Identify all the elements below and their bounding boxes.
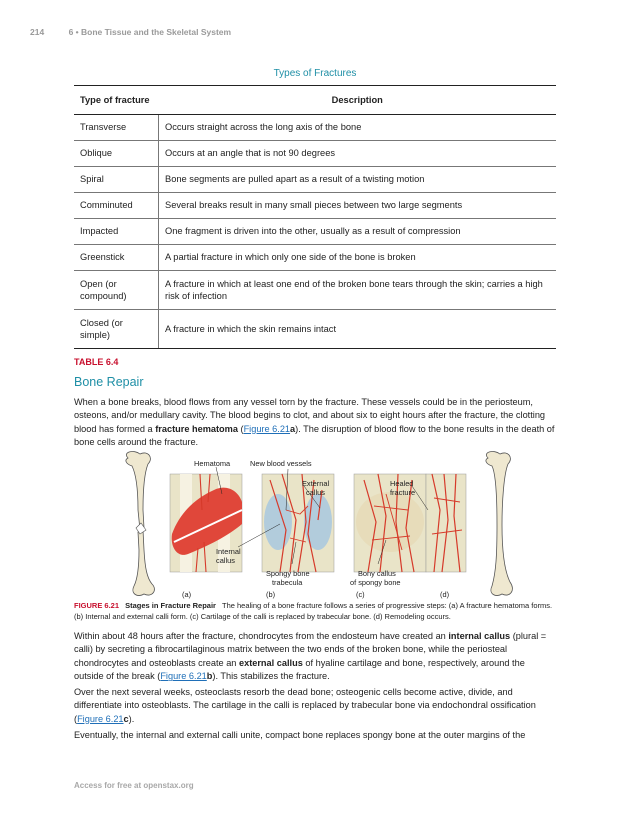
figure-caption-label: FIGURE 6.21 <box>74 601 120 610</box>
table-label: TABLE 6.4 <box>74 357 119 367</box>
fracture-description-cell: A fracture in which the skin remains intact <box>159 310 557 349</box>
text-run: When a bone breaks, blood flows from any vessel torn by the fracture. These vessels could be in the periosteum, osteons, and/or medullary cavity. The blood begins to clot, and about six to eight hours after the fracture, the clotting blood has formed a <box>74 397 546 434</box>
figure-link[interactable]: Figure 6.21 <box>160 671 207 682</box>
fracture-description-cell: Occurs straight across the long axis of the bone <box>159 115 557 141</box>
label-internal-callus-line2: callus <box>216 556 235 565</box>
page-number: 214 <box>30 27 45 37</box>
fracture-type-cell: Oblique <box>74 141 159 167</box>
key-term: external callus <box>238 657 303 668</box>
label-spongy-bone-line2: trabecula <box>272 578 303 587</box>
label-healed-fracture-line2: fracture <box>390 488 416 497</box>
running-header <box>30 27 231 37</box>
text-run: ). This stabilizes the fracture. <box>212 671 330 682</box>
panel-label-d: (d) <box>440 590 450 599</box>
paragraph: Eventually, the internal and external calli unite, compact bone replaces spongy bone at the outer margins of the <box>74 730 526 740</box>
column-header-description: Description <box>159 86 557 115</box>
fracture-type-cell: Open (or compound) <box>74 271 159 310</box>
figure-caption <box>74 601 556 622</box>
fracture-type-cell: Comminuted <box>74 193 159 219</box>
text-run: ). <box>128 713 135 724</box>
table-row <box>74 167 556 193</box>
key-term: fracture hematoma <box>155 423 238 434</box>
table-row <box>74 271 556 310</box>
fracture-type-cell: Impacted <box>74 219 159 245</box>
panel-d-illustration <box>426 474 466 572</box>
figure-caption-text: The healing of a bone fracture follows a series of progressive steps: (a) A fracture hematoma forms. (b) Internal and external calli form. (c) Cartilage of the calli is replaced by trabecular bone. (d) Remodeling occurs. <box>74 601 553 621</box>
figure-part-letter: b <box>206 671 213 682</box>
table-header-row <box>74 86 556 115</box>
table-row <box>74 219 556 245</box>
table-row <box>74 245 556 271</box>
fracture-types-table <box>74 85 556 349</box>
fracture-description-cell: Several breaks result in many small pieces between two large segments <box>159 193 557 219</box>
label-external-callus: External <box>302 479 330 488</box>
figure-link[interactable]: Figure 6.21 <box>77 713 124 724</box>
table-row <box>74 141 556 167</box>
healed-bone-illustration <box>486 451 513 595</box>
panel-label-c: (c) <box>356 590 365 599</box>
paragraph <box>74 686 556 726</box>
table-row <box>74 193 556 219</box>
key-term: internal callus <box>448 631 511 641</box>
paragraph <box>74 630 556 684</box>
label-hematoma: Hematoma <box>194 459 231 468</box>
fracture-description-cell: A fracture in which at least one end of the broken bone tears through the skin; carries a high risk of infection <box>159 271 557 310</box>
chapter-title: 6 • Bone Tissue and the Skeletal System <box>68 27 232 37</box>
figure-part-letter: c <box>123 713 129 724</box>
broken-bone-illustration <box>126 451 155 595</box>
fracture-repair-figure <box>110 450 522 600</box>
label-spongy-bone: Spongy bone <box>266 569 310 578</box>
text-run: (plural = calli) by secreting a fibrocartilaginous matrix between the two ends of the broken bone, while the periosteal chondrocytes and osteoblasts create an <box>74 631 547 668</box>
fracture-description-cell: Occurs at an angle that is not 90 degrees <box>159 141 557 167</box>
table-row <box>74 310 556 349</box>
figure-link[interactable]: Figure 6.21 <box>243 423 291 434</box>
fracture-type-cell: Transverse <box>74 115 159 141</box>
fracture-type-cell: Spiral <box>74 167 159 193</box>
column-header-type: Type of fracture <box>74 86 159 115</box>
fracture-description-cell: A partial fracture in which only one side of the bone is broken <box>159 245 557 271</box>
fracture-description-cell: One fragment is driven into the other, usually as a result of compression <box>159 219 557 245</box>
section-heading: Bone Repair <box>74 375 144 389</box>
fracture-description-cell: Bone segments are pulled apart as a result of a twisting motion <box>159 167 557 193</box>
text-run: ). The disruption of blood flow to the bone results in the death of bone cells around the fracture. <box>74 423 555 448</box>
table-row <box>74 115 556 141</box>
label-external-callus-line2: callus <box>306 488 325 497</box>
label-healed-fracture: Healed <box>390 479 414 488</box>
text-run: ( <box>237 423 244 434</box>
label-bony-callus: Bony callus <box>358 569 396 578</box>
label-new-blood-vessels: New blood vessels <box>250 459 312 468</box>
panel-label-b: (b) <box>266 590 276 599</box>
fracture-type-cell: Greenstick <box>74 245 159 271</box>
label-bony-callus-line2: of spongy bone <box>350 578 401 587</box>
text-run: Over the next several weeks, osteoclasts resorb the dead bone; osteogenic cells become active, divide, and differentiate into osteoblasts. The cartilage in the calli is replaced by trabecular bone via endochondral ossification ( <box>74 687 536 724</box>
figure-part-letter: a <box>290 423 296 434</box>
fracture-type-cell: Closed (or simple) <box>74 310 159 349</box>
figure-caption-title: Stages in Fracture Repair <box>125 601 216 610</box>
table-caption: Types of Fractures <box>273 68 357 79</box>
panel-label-a: (a) <box>182 590 192 599</box>
text-run: of hyaline cartilage and bone, respectively, around the outside of the break ( <box>74 657 525 682</box>
label-internal-callus: Internal <box>216 547 241 556</box>
footer: Access for free at openstax.org <box>74 781 194 790</box>
text-run: Within about 48 hours after the fracture, chondrocytes from the endosteum have created an <box>74 631 449 641</box>
paragraph <box>74 396 556 450</box>
